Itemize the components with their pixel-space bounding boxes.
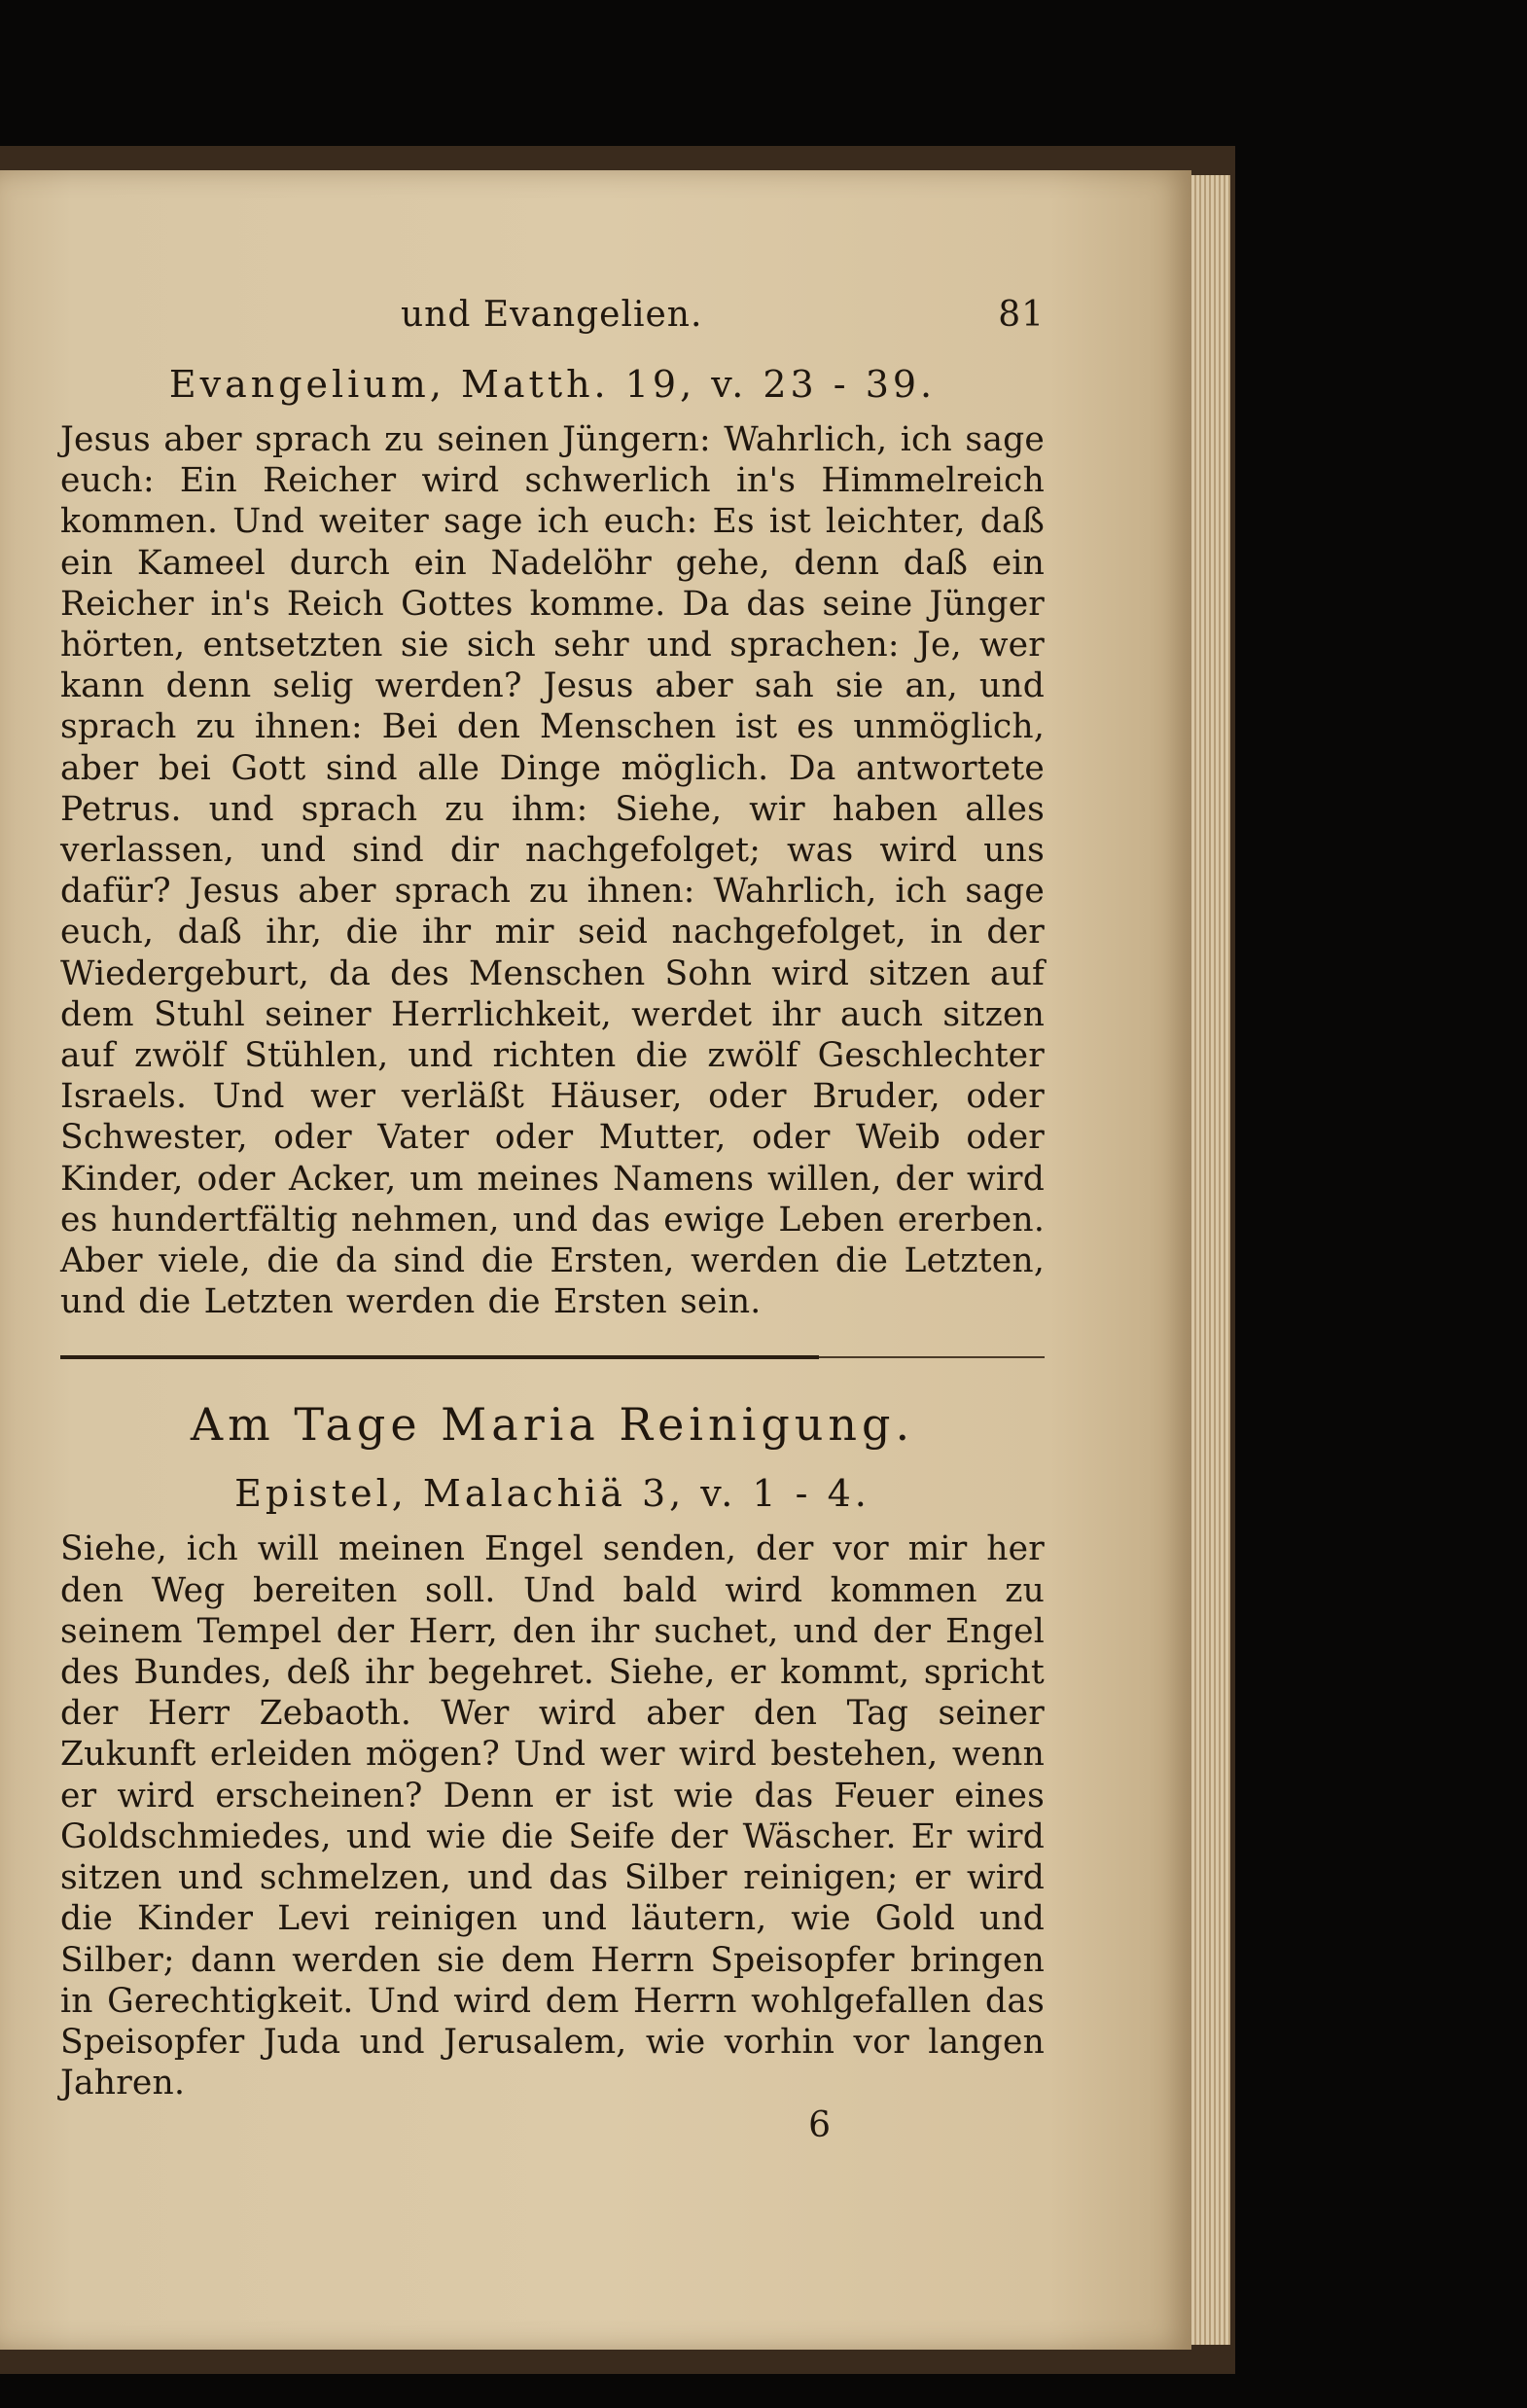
page-edges xyxy=(1191,175,1230,2345)
running-title: und Evangelien. xyxy=(401,295,703,335)
divider-thin-rule xyxy=(819,1356,1045,1358)
divider-thick-rule xyxy=(60,1355,819,1359)
gospel-paragraph: Jesus aber sprach zu seinen Jüngern: Wahrlich, ich sage euch: Ein Reicher wird schwerlich in's Himmelreich kommen. Und weiter sage ich euch: Es ist leichter, daß ein Kameel durch ein Nadelöhr gehe, denn daß ein Reicher in's Reich Gottes komme. Da das seine Jünger hörten, entsetzten sie sich sehr und sprachen: Je, wer kann denn selig werden? Jesus aber sah sie an, und sprach zu ihnen: Bei den Menschen ist es unmöglich, aber bei Gott sind alle Dinge möglich. Da antwortete Petrus. und sprach zu ihm: Siehe, wir haben alles verlassen, und sind dir nachgefolget; was wird uns dafür? Jesus aber sprach zu ihnen: Wahrlich, ich sage euch, daß ihr, die ihr mir seid nachgefolget, in der Wiedergeburt, da des Menschen Sohn wird sitzen auf dem Stuhl seiner Herrlichkeit, werdet ihr auch sitzen auf zwölf Stühlen, und richten die zwölf Geschlechter Israels. Und wer verläßt Häuser, oder Bruder, oder Schwester, oder Vater oder Mutter, oder Weib oder Kinder, oder Acker, um meines Namens willen, der wird es hundertfältig nehmen, und das ewige Leben ererben. Aber viele, die da sind die Ersten, werden die Letzten, und die Letzten werden die Ersten sein. xyxy=(60,420,1045,1322)
page-number: 81 xyxy=(998,295,1045,335)
book-page xyxy=(0,170,1191,2350)
page-text-block xyxy=(60,289,1045,2145)
printer-signature: 6 xyxy=(808,2105,831,2146)
epistle-paragraph: Siehe, ich will meinen Engel senden, der vor mir her den Weg bereiten soll. Und bald wird kommen zu seinem Tempel der Herr, den ihr suchet, und der Engel des Bundes, deß ihr begehret. Siehe, er kommt, spricht der Herr Zebaoth. Wer wird aber den Tag seiner Zukunft erleiden mögen? Und wer wird bestehen, wenn er wird erscheinen? Denn er ist wie das Feuer eines Goldschmiedes, und wie die Seife der Wäscher. Er wird sitzen und schmelzen, und das Silber reinigen; er wird die Kinder Levi reinigen und läutern, wie Gold und Silber; dann werden sie dem Herrn Speisopfer bringen in Gerechtigkeit. Und wird dem Herrn wohlgefallen das Speisopfer Juda und Jerusalem, wie vorhin vor langen Jahren. xyxy=(60,1529,1045,2103)
gospel-heading: Evangelium, Matth. 19, v. 23 - 39. xyxy=(168,363,937,406)
section-heading: Am Tage Maria Reinigung. xyxy=(190,1398,915,1452)
epistle-heading: Epistel, Malachiä 3, v. 1 - 4. xyxy=(234,1472,870,1516)
running-header xyxy=(60,289,1045,357)
section-divider xyxy=(60,1355,1045,1361)
